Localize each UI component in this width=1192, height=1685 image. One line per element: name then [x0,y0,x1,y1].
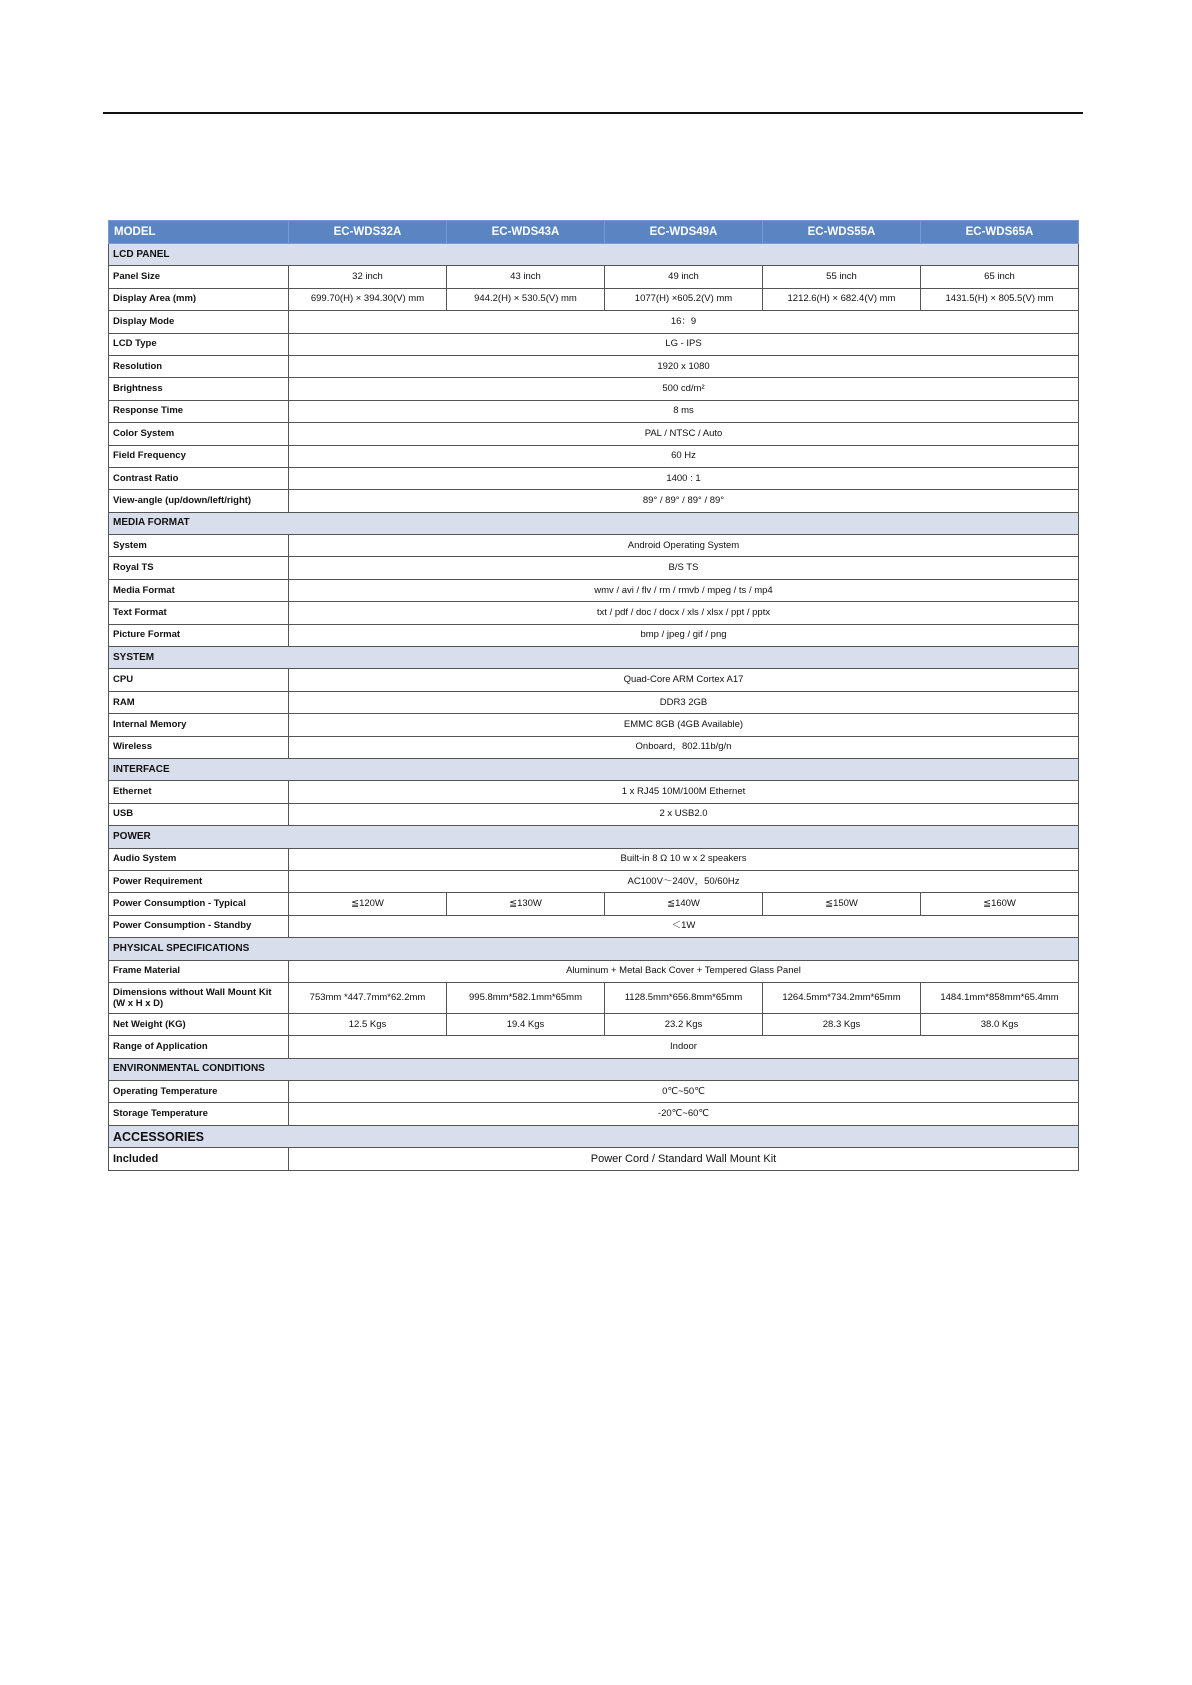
spec-row-consumption-standby [109,915,1079,937]
section-title: LCD PANEL [109,244,1079,266]
spec-value: 49 inch [605,266,763,288]
spec-row-media-format [109,579,1079,601]
header-rule [103,112,1083,114]
spec-row-wireless [109,736,1079,758]
spec-label: Royal TS [109,557,289,579]
section-header-interface [109,758,1079,780]
spec-row-frame-material [109,960,1079,982]
section-title: SYSTEM [109,647,1079,669]
spec-row-view-angle [109,490,1079,512]
spec-label: Picture Format [109,624,289,646]
spec-row-lcd-type [109,333,1079,355]
spec-label: Power Consumption - Typical [109,893,289,915]
spec-label: Response Time [109,400,289,422]
spec-label: Color System [109,423,289,445]
spec-value: AC100V～240V，50/60Hz [289,870,1079,892]
spec-row-panel-size [109,266,1079,288]
spec-label: Text Format [109,602,289,624]
section-title: INTERFACE [109,758,1079,780]
section-header-media-format [109,512,1079,534]
spec-row-display-mode [109,311,1079,333]
model-name: EC-WDS32A [289,221,447,244]
spec-value: wmv / avi / flv / rm / rmvb / mpeg / ts / mp4 [289,579,1079,601]
section-header-lcd-panel [109,244,1079,266]
section-header-physical [109,938,1079,960]
spec-row-internal-memory [109,714,1079,736]
spec-value: Aluminum + Metal Back Cover + Tempered Glass Panel [289,960,1079,982]
spec-row-storage-temperature [109,1103,1079,1125]
spec-value: Android Operating System [289,535,1079,557]
spec-row-power-requirement [109,870,1079,892]
spec-value: 0℃~50℃ [289,1081,1079,1103]
section-title: MEDIA FORMAT [109,512,1079,534]
spec-row-ram [109,691,1079,713]
spec-row-cpu [109,669,1079,691]
spec-value: 1128.5mm*656.8mm*65mm [605,982,763,1013]
spec-value: -20℃~60℃ [289,1103,1079,1125]
spec-value: 89° / 89° / 89° / 89° [289,490,1079,512]
spec-row-response-time [109,400,1079,422]
spec-value: 753mm *447.7mm*62.2mm [289,982,447,1013]
spec-value: B/S TS [289,557,1079,579]
spec-value: 1400 : 1 [289,467,1079,489]
spec-value: LG - IPS [289,333,1079,355]
model-name: EC-WDS65A [921,221,1079,244]
section-title: PHYSICAL SPECIFICATIONS [109,938,1079,960]
spec-value: ≦120W [289,893,447,915]
spec-label: Resolution [109,355,289,377]
section-header-system [109,647,1079,669]
spec-value: 12.5 Kgs [289,1013,447,1035]
spec-value: 32 inch [289,266,447,288]
spec-row-dimensions [109,982,1079,1013]
spec-label: Operating Temperature [109,1081,289,1103]
section-title: POWER [109,826,1079,848]
spec-value: 1431.5(H) × 805.5(V) mm [921,288,1079,310]
spec-label: Range of Application [109,1036,289,1058]
spec-value: Quad-Core ARM Cortex A17 [289,669,1079,691]
spec-label: Storage Temperature [109,1103,289,1125]
section-title: ACCESSORIES [109,1125,1079,1147]
spec-label: LCD Type [109,333,289,355]
spec-value: Onboard，802.11b/g/n [289,736,1079,758]
spec-row-ethernet [109,781,1079,803]
spec-value: PAL / NTSC / Auto [289,423,1079,445]
spec-value: ≦150W [763,893,921,915]
spec-row-color-system [109,423,1079,445]
spec-label: System [109,535,289,557]
model-name: EC-WDS49A [605,221,763,244]
spec-row-system [109,535,1079,557]
spec-row-usb [109,803,1079,825]
spec-value: 1077(H) ×605.2(V) mm [605,288,763,310]
spec-value: 65 inch [921,266,1079,288]
spec-row-operating-temperature [109,1081,1079,1103]
spec-value: ≦140W [605,893,763,915]
spec-row-field-frequency [109,445,1079,467]
spec-value: 19.4 Kgs [447,1013,605,1035]
spec-label: Dimensions without Wall Mount Kit (W x H x D) [109,982,289,1013]
spec-value: ≦160W [921,893,1079,915]
spec-value: 8 ms [289,400,1079,422]
spec-table [108,220,1079,1171]
spec-value: txt / pdf / doc / docx / xls / xlsx / ppt / pptx [289,602,1079,624]
model-label: MODEL [109,221,289,244]
spec-row-resolution [109,355,1079,377]
spec-value: 699.70(H) × 394.30(V) mm [289,288,447,310]
spec-label: Internal Memory [109,714,289,736]
spec-value: 43 inch [447,266,605,288]
spec-label: Audio System [109,848,289,870]
section-header-environmental [109,1058,1079,1080]
spec-value: 1484.1mm*858mm*65.4mm [921,982,1079,1013]
spec-value: 23.2 Kgs [605,1013,763,1035]
spec-value: 1264.5mm*734.2mm*65mm [763,982,921,1013]
spec-value: 944.2(H) × 530.5(V) mm [447,288,605,310]
spec-value: DDR3 2GB [289,691,1079,713]
spec-value: 500 cd/m² [289,378,1079,400]
spec-label: Display Area (mm) [109,288,289,310]
spec-label: View-angle (up/down/left/right) [109,490,289,512]
spec-label: Power Requirement [109,870,289,892]
spec-label: Frame Material [109,960,289,982]
spec-value: 1212.6(H) × 682.4(V) mm [763,288,921,310]
spec-label: Media Format [109,579,289,601]
spec-value: 55 inch [763,266,921,288]
spec-value: 2 x USB2.0 [289,803,1079,825]
spec-row-consumption-typical [109,893,1079,915]
spec-row-text-format [109,602,1079,624]
spec-value: 28.3 Kgs [763,1013,921,1035]
spec-label: Power Consumption - Standby [109,915,289,937]
spec-value: 995.8mm*582.1mm*65mm [447,982,605,1013]
spec-value: 1 x RJ45 10M/100M Ethernet [289,781,1079,803]
spec-row-contrast-ratio [109,467,1079,489]
spec-value: ＜1W [289,915,1079,937]
spec-label: Included [109,1148,289,1170]
spec-value: 38.0 Kgs [921,1013,1079,1035]
spec-label: Panel Size [109,266,289,288]
model-name: EC-WDS55A [763,221,921,244]
spec-row-brightness [109,378,1079,400]
spec-value: Indoor [289,1036,1079,1058]
spec-row-royal-ts [109,557,1079,579]
spec-value: 1920 x 1080 [289,355,1079,377]
spec-row-audio-system [109,848,1079,870]
model-name: EC-WDS43A [447,221,605,244]
spec-label: Field Frequency [109,445,289,467]
spec-value: EMMC 8GB (4GB Available) [289,714,1079,736]
spec-label: RAM [109,691,289,713]
section-header-power [109,826,1079,848]
spec-label: CPU [109,669,289,691]
spec-label: Wireless [109,736,289,758]
spec-value: bmp / jpeg / gif / png [289,624,1079,646]
spec-label: Brightness [109,378,289,400]
spec-row-included [109,1148,1079,1170]
spec-label: Contrast Ratio [109,467,289,489]
spec-label: Display Mode [109,311,289,333]
model-header-row [109,221,1079,244]
spec-value: ≦130W [447,893,605,915]
spec-value: 60 Hz [289,445,1079,467]
section-title: ENVIRONMENTAL CONDITIONS [109,1058,1079,1080]
spec-label: Ethernet [109,781,289,803]
spec-value: 16：9 [289,311,1079,333]
spec-label: USB [109,803,289,825]
spec-row-picture-format [109,624,1079,646]
spec-label: Net Weight (KG) [109,1013,289,1035]
spec-row-range-of-application [109,1036,1079,1058]
spec-value: Built-in 8 Ω 10 w x 2 speakers [289,848,1079,870]
section-header-accessories [109,1125,1079,1147]
spec-row-display-area [109,288,1079,310]
spec-row-net-weight [109,1013,1079,1035]
spec-value: Power Cord / Standard Wall Mount Kit [289,1148,1079,1170]
